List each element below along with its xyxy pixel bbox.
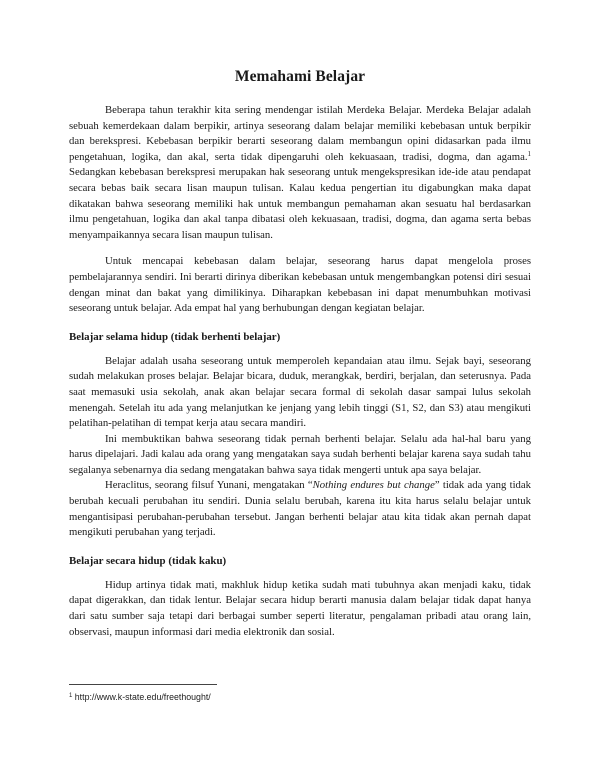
footnote-divider	[69, 684, 217, 685]
intro-p1-text-b: Sedangkan kebebasan berekspresi merupakan hak seseorang untuk mengekspresikan ide-ide atau pendapat secara bebas baik secara lisan maupun tulisan. Kalau kedua pengertian itu digabungkan maka dapat dikatakan bahwa seseorang memiliki hak untuk membangun pemahaman akan sesuatu hal berdasarkan ilmu pengetahuan, logika dan akal tanpa dibatasi oleh kekuasaan, tradisi, dogma, dan agama serta bebas menyampaikannya secara lisan maupun tulisan.	[69, 166, 531, 241]
intro-paragraph-1	[69, 103, 531, 243]
footnote-link[interactable]: http://www.k-state.edu/freethought/	[72, 692, 211, 702]
section-heading-1: Belajar selama hidup (tidak berhenti belajar)	[69, 330, 281, 343]
section-heading-2: Belajar secara hidup (tidak kaku)	[69, 554, 227, 567]
footnote-area	[69, 684, 531, 702]
footnote-number: 1	[69, 693, 73, 699]
section1-paragraph-3	[69, 478, 531, 540]
document-body	[69, 68, 531, 640]
section1-paragraph-1: Belajar adalah usaha seseorang untuk memperoleh kepandaian atau ilmu. Sejak bayi, seseorang sudah melakukan proses belajar. Belajar bicara, duduk, merangkak, berdiri, berjalan, dan seterusnya. Pada saat memasuki usia sekolah, anak akan belajar secara formal di sekolah dasar sampai lulus sekolah menengah. Setelah itu ada yang melanjutkan ke jenjang yang lebih tinggi (S1, S2, dan S3) atau mengikuti pelatihan-pelatihan di tempat kerja atau secara mandiri.	[69, 354, 531, 430]
footnote-1	[69, 692, 531, 702]
intro-p1-text-a: Beberapa tahun terakhir kita sering mendengar istilah Merdeka Belajar. Merdeka Belajar adalah sebuah kemerdekaan dalam berpikir, artinya seseorang dalam belajar memiliki kebebasan untuk berpikir dan berekspresi. Kebebasan berpikir berarti seseorang dalam membangun opini didasarkan pada ilmu pengetahuan, logika, dan akal, serta tidak dipengaruhi oleh kekuasaan, tradisi, dogma, dan agama.	[69, 104, 531, 163]
intro-paragraph-2: Untuk mencapai kebebasan dalam belajar, seseorang harus dapat mengelola proses pembelajarannya sendiri. Ini berarti dirinya diberikan kebebasan untuk mengembangkan potensi diri sesuai dengan minat dan bakat yang dimilikinya. Diharapkan kebebasan ini dapat menumbuhkan motivasi seseorang untuk belajar. Ada empat hal yang berhubungan dengan kegiatan belajar.	[69, 255, 531, 315]
section1-paragraph-2: Ini membuktikan bahwa seseorang tidak pernah berhenti belajar. Selalu ada hal-hal baru yang harus dipelajari. Jadi kalau ada orang yang mengatakan saya sudah berhenti belajar karena saya sudah tahu segalanya sebenarnya dia sedang mengatakan bahwa saya tidak mengerti untuk apa saya belajar.	[69, 432, 531, 476]
heraclitus-quote: Nothing endures but change	[312, 479, 435, 492]
page-title: Memahami Belajar	[234, 68, 366, 85]
section1-p3-text-b: ” tidak ada yang tidak berubah kecuali perubahan itu sendiri. Dunia selalu berubah, karena itu kita harus selalu belajar untuk mengantisipasi perubahan-perubahan tersebut. Jangan berhenti belajar atau kita tidak akan pernah dapat mengikuti perubahan yang terjadi.	[69, 479, 531, 539]
section1-p3-text-a: Heraclitus, seorang filsuf Yunani, mengatakan “	[105, 479, 313, 492]
footnote-reference[interactable]: 1	[527, 149, 531, 158]
section2-paragraph-1: Hidup artinya tidak mati, makhluk hidup ketika sudah mati tubuhnya akan menjadi kaku, tidak dapat digerakkan, dan tidak lentur. Belajar secara hidup berarti manusia dalam belajar tidak dapat hanya dari satu sumber saja tetapi dari berbagai sumber seperti literatur, pengalaman pribadi atau orang lain, observasi, maupun informasi dari media elektronik dan sosial.	[69, 578, 531, 638]
